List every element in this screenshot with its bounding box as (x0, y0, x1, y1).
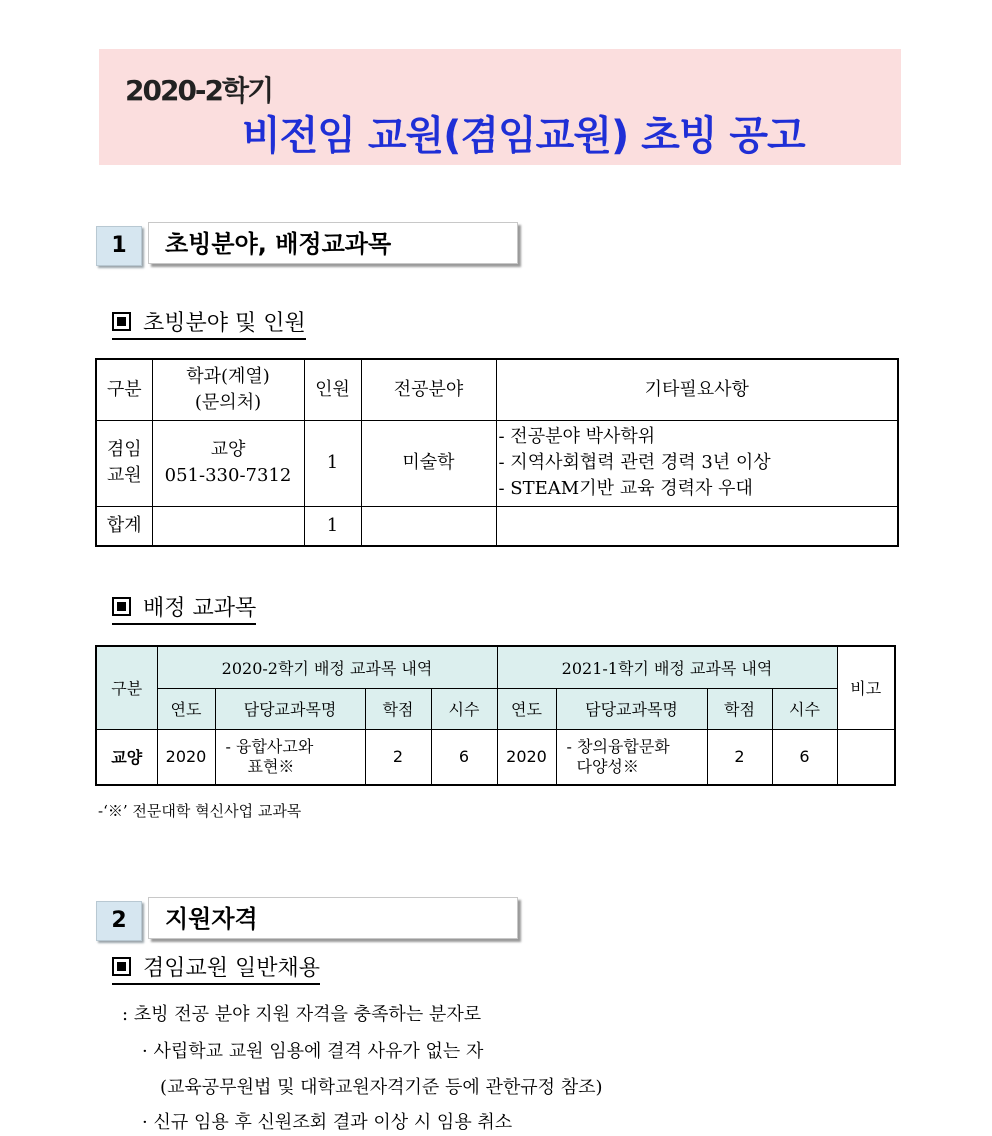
row-label: 교양 (96, 729, 157, 785)
total-label: 합계 (96, 506, 152, 546)
hours-cell: 6 (431, 729, 497, 785)
section-number: 1 (96, 226, 142, 266)
title-banner (99, 49, 901, 165)
table-row (96, 420, 898, 506)
course-table (95, 645, 896, 786)
semester-2020-header: 2020-2학기 배정 교과목 내역 (157, 646, 497, 688)
section-2-header (96, 897, 524, 943)
table-total-row (96, 506, 898, 546)
year-cell: 2020 (497, 729, 556, 785)
header-cell: 구분 (96, 359, 152, 420)
section-1-header (96, 222, 524, 268)
course-cell: - 융합사고와 표현※ (215, 729, 365, 785)
subheading-courses (112, 596, 256, 625)
title-semester: 2020-2학기 (125, 74, 273, 107)
section-title: 지원자격 (148, 897, 518, 939)
section-number: 2 (96, 901, 142, 941)
col-year: 연도 (497, 688, 556, 729)
subheading-text: 초빙분야 및 인원 (143, 311, 306, 336)
subheading-qualification (112, 956, 320, 985)
year-cell: 2020 (157, 729, 215, 785)
square-bullet-icon (112, 957, 131, 976)
type-cell: 겸임 교원 (96, 420, 152, 506)
recruitment-table (95, 358, 899, 547)
header-cell: 전공분야 (361, 359, 496, 420)
semester-2021-header: 2021-1학기 배정 교과목 내역 (497, 646, 837, 688)
remarks-cell (837, 729, 895, 785)
col-credit: 학점 (365, 688, 431, 729)
subheading-recruitment (112, 311, 306, 340)
qualification-line: · 신규 임용 후 신원조회 결과 이상 시 임용 취소 (142, 1112, 513, 1133)
qualification-line: (교육공무원법 및 대학교원자격기준 등에 관한규정 참조) (160, 1077, 603, 1098)
course-cell: - 창의융합문화 다양성※ (556, 729, 707, 785)
subheading-text: 배정 교과목 (143, 596, 257, 621)
table-row (96, 729, 895, 785)
gubun-header: 구분 (96, 646, 157, 729)
col-credit: 학점 (707, 688, 772, 729)
requirements-cell: - 전공분야 박사학위 - 지역사회협력 관련 경력 3년 이상 - STEAM기반 교육 경력자 우대 (496, 420, 898, 506)
square-bullet-icon (112, 597, 131, 616)
col-course-name: 담당교과목명 (215, 688, 365, 729)
qualification-line: : 초빙 전공 분야 지원 자격을 충족하는 분자로 (122, 1004, 482, 1025)
col-hours: 시수 (772, 688, 837, 729)
table-header-row (96, 359, 898, 420)
col-course-name: 담당교과목명 (556, 688, 707, 729)
remarks-header: 비고 (837, 646, 895, 729)
hours-cell: 6 (772, 729, 837, 785)
subheading-text: 겸임교원 일반채용 (143, 956, 321, 981)
field-cell: 미술학 (361, 420, 496, 506)
header-cell: 기타필요사항 (496, 359, 898, 420)
qualification-line: · 사립학교 교원 임용에 결격 사유가 없는 자 (142, 1041, 484, 1062)
square-bullet-icon (112, 312, 131, 331)
credit-cell: 2 (365, 729, 431, 785)
dept-cell: 교양 051-330-7312 (152, 420, 304, 506)
credit-cell: 2 (707, 729, 772, 785)
count-cell: 1 (304, 420, 361, 506)
section-title: 초빙분야, 배정교과목 (148, 222, 518, 264)
page-title: 비전임 교원(겸임교원) 초빙 공고 (242, 113, 805, 159)
total-count: 1 (304, 506, 361, 546)
footnote: -‘※’ 전문대학 혁신사업 교과목 (98, 802, 302, 820)
header-cell: 인원 (304, 359, 361, 420)
header-cell: 학과(계열) (문의처) (152, 359, 304, 420)
col-hours: 시수 (431, 688, 497, 729)
col-year: 연도 (157, 688, 215, 729)
